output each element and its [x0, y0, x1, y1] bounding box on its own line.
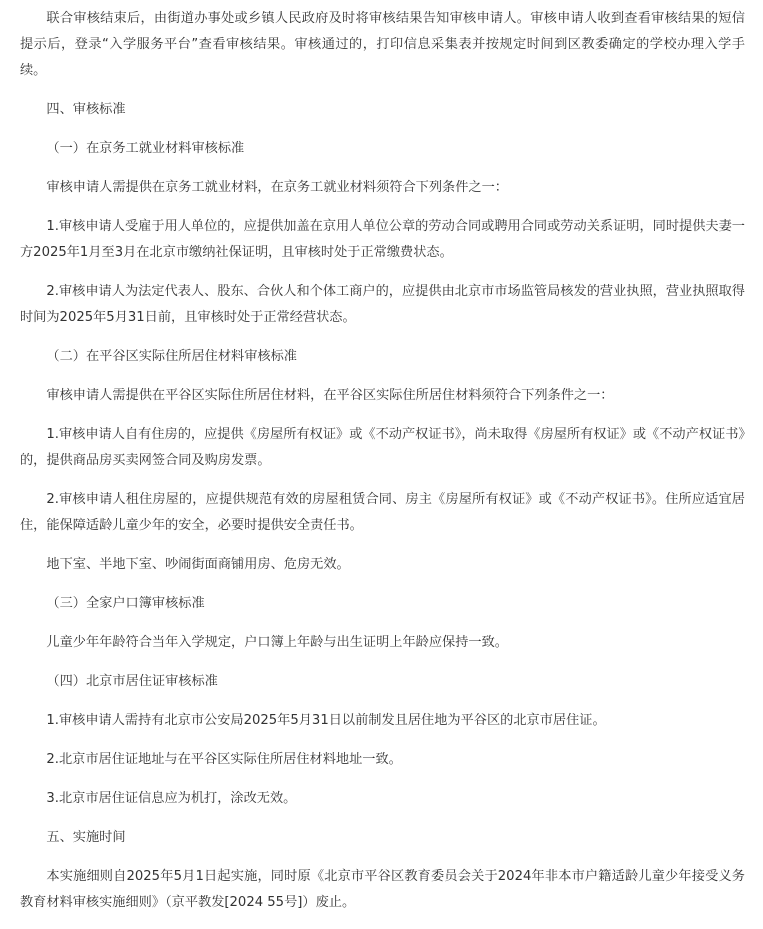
paragraph-employment-item-2: 2.审核申请人为法定代表人、股东、合伙人和个体工商户的，应提供由北京市市场监管局核发的营业执照，营业执照取得时间为2025年5月31日前，且审核时处于正常经营状态。 [20, 284, 745, 325]
paragraph-residence-invalid: 地下室、半地下室、吵闹街面商铺用房、危房无效。 [46, 557, 350, 572]
paragraph-residence-item-1: 1.审核申请人自有住房的，应提供《房屋所有权证》或《不动产权证书》，尚未取得《房屋所有权证》或《不动产权证书》的，提供商品房买卖网签合同及购房发票。 [20, 427, 745, 468]
section-heading-review-standards: 四、审核标准 [46, 102, 126, 117]
paragraph-review-result: 联合审核结束后，由街道办事处或乡镇人民政府及时将审核结果告知审核申请人。审核申请人收到查看审核结果的短信提示后，登录“入学服务平台”查看审核结果。审核通过的，打印信息采集表并按规定时间到区教委确定的学校办理入学手续。 [20, 11, 745, 78]
paragraph-employment-item-1: 1.审核申请人受雇于用人单位的，应提供加盖在京用人单位公章的劳动合同或聘用合同或劳动关系证明，同时提供夫妻一方2025年1月至3月在北京市缴纳社保证明，且审核时处于正常缴费状态。 [20, 219, 745, 260]
paragraph-residence-item-2: 2.审核申请人租住房屋的，应提供规范有效的房屋租赁合同、房主《房屋所有权证》或《不动产权证书》。住所应适宜居住，能保障适龄儿童少年的安全，必要时提供安全责任书。 [20, 492, 745, 533]
subheading-household-register: （三）全家户口簿审核标准 [46, 596, 205, 611]
paragraph-employment-intro: 审核申请人需提供在京务工就业材料，在京务工就业材料须符合下列条件之一： [46, 180, 508, 195]
section-heading-implementation-time: 五、实施时间 [46, 830, 126, 845]
subheading-residence-permit: （四）北京市居住证审核标准 [46, 674, 218, 689]
paragraph-implementation-time: 本实施细则自2025年5月1日起实施，同时原《北京市平谷区教育委员会关于2024年非本市户籍适龄儿童少年接受义务教育材料审核实施细则》（京平教发[2024 55号]）废止。 [20, 869, 745, 910]
subheading-residence-materials: （二）在平谷区实际住所居住材料审核标准 [46, 349, 297, 364]
paragraph-permit-item-2: 2.北京市居住证地址与在平谷区实际住所居住材料地址一致。 [46, 752, 402, 767]
paragraph-permit-item-3: 3.北京市居住证信息应为机打，涂改无效。 [46, 791, 297, 806]
paragraph-residence-intro: 审核申请人需提供在平谷区实际住所居住材料，在平谷区实际住所居住材料须符合下列条件之一： [46, 388, 614, 403]
paragraph-permit-item-1: 1.审核申请人需持有北京市公安局2025年5月31日以前制发且居住地为平谷区的北京市居住证。 [46, 713, 606, 728]
paragraph-household-register: 儿童少年年龄符合当年入学规定，户口簿上年龄与出生证明上年龄应保持一致。 [46, 635, 508, 650]
subheading-employment-materials: （一）在京务工就业材料审核标准 [46, 141, 245, 156]
